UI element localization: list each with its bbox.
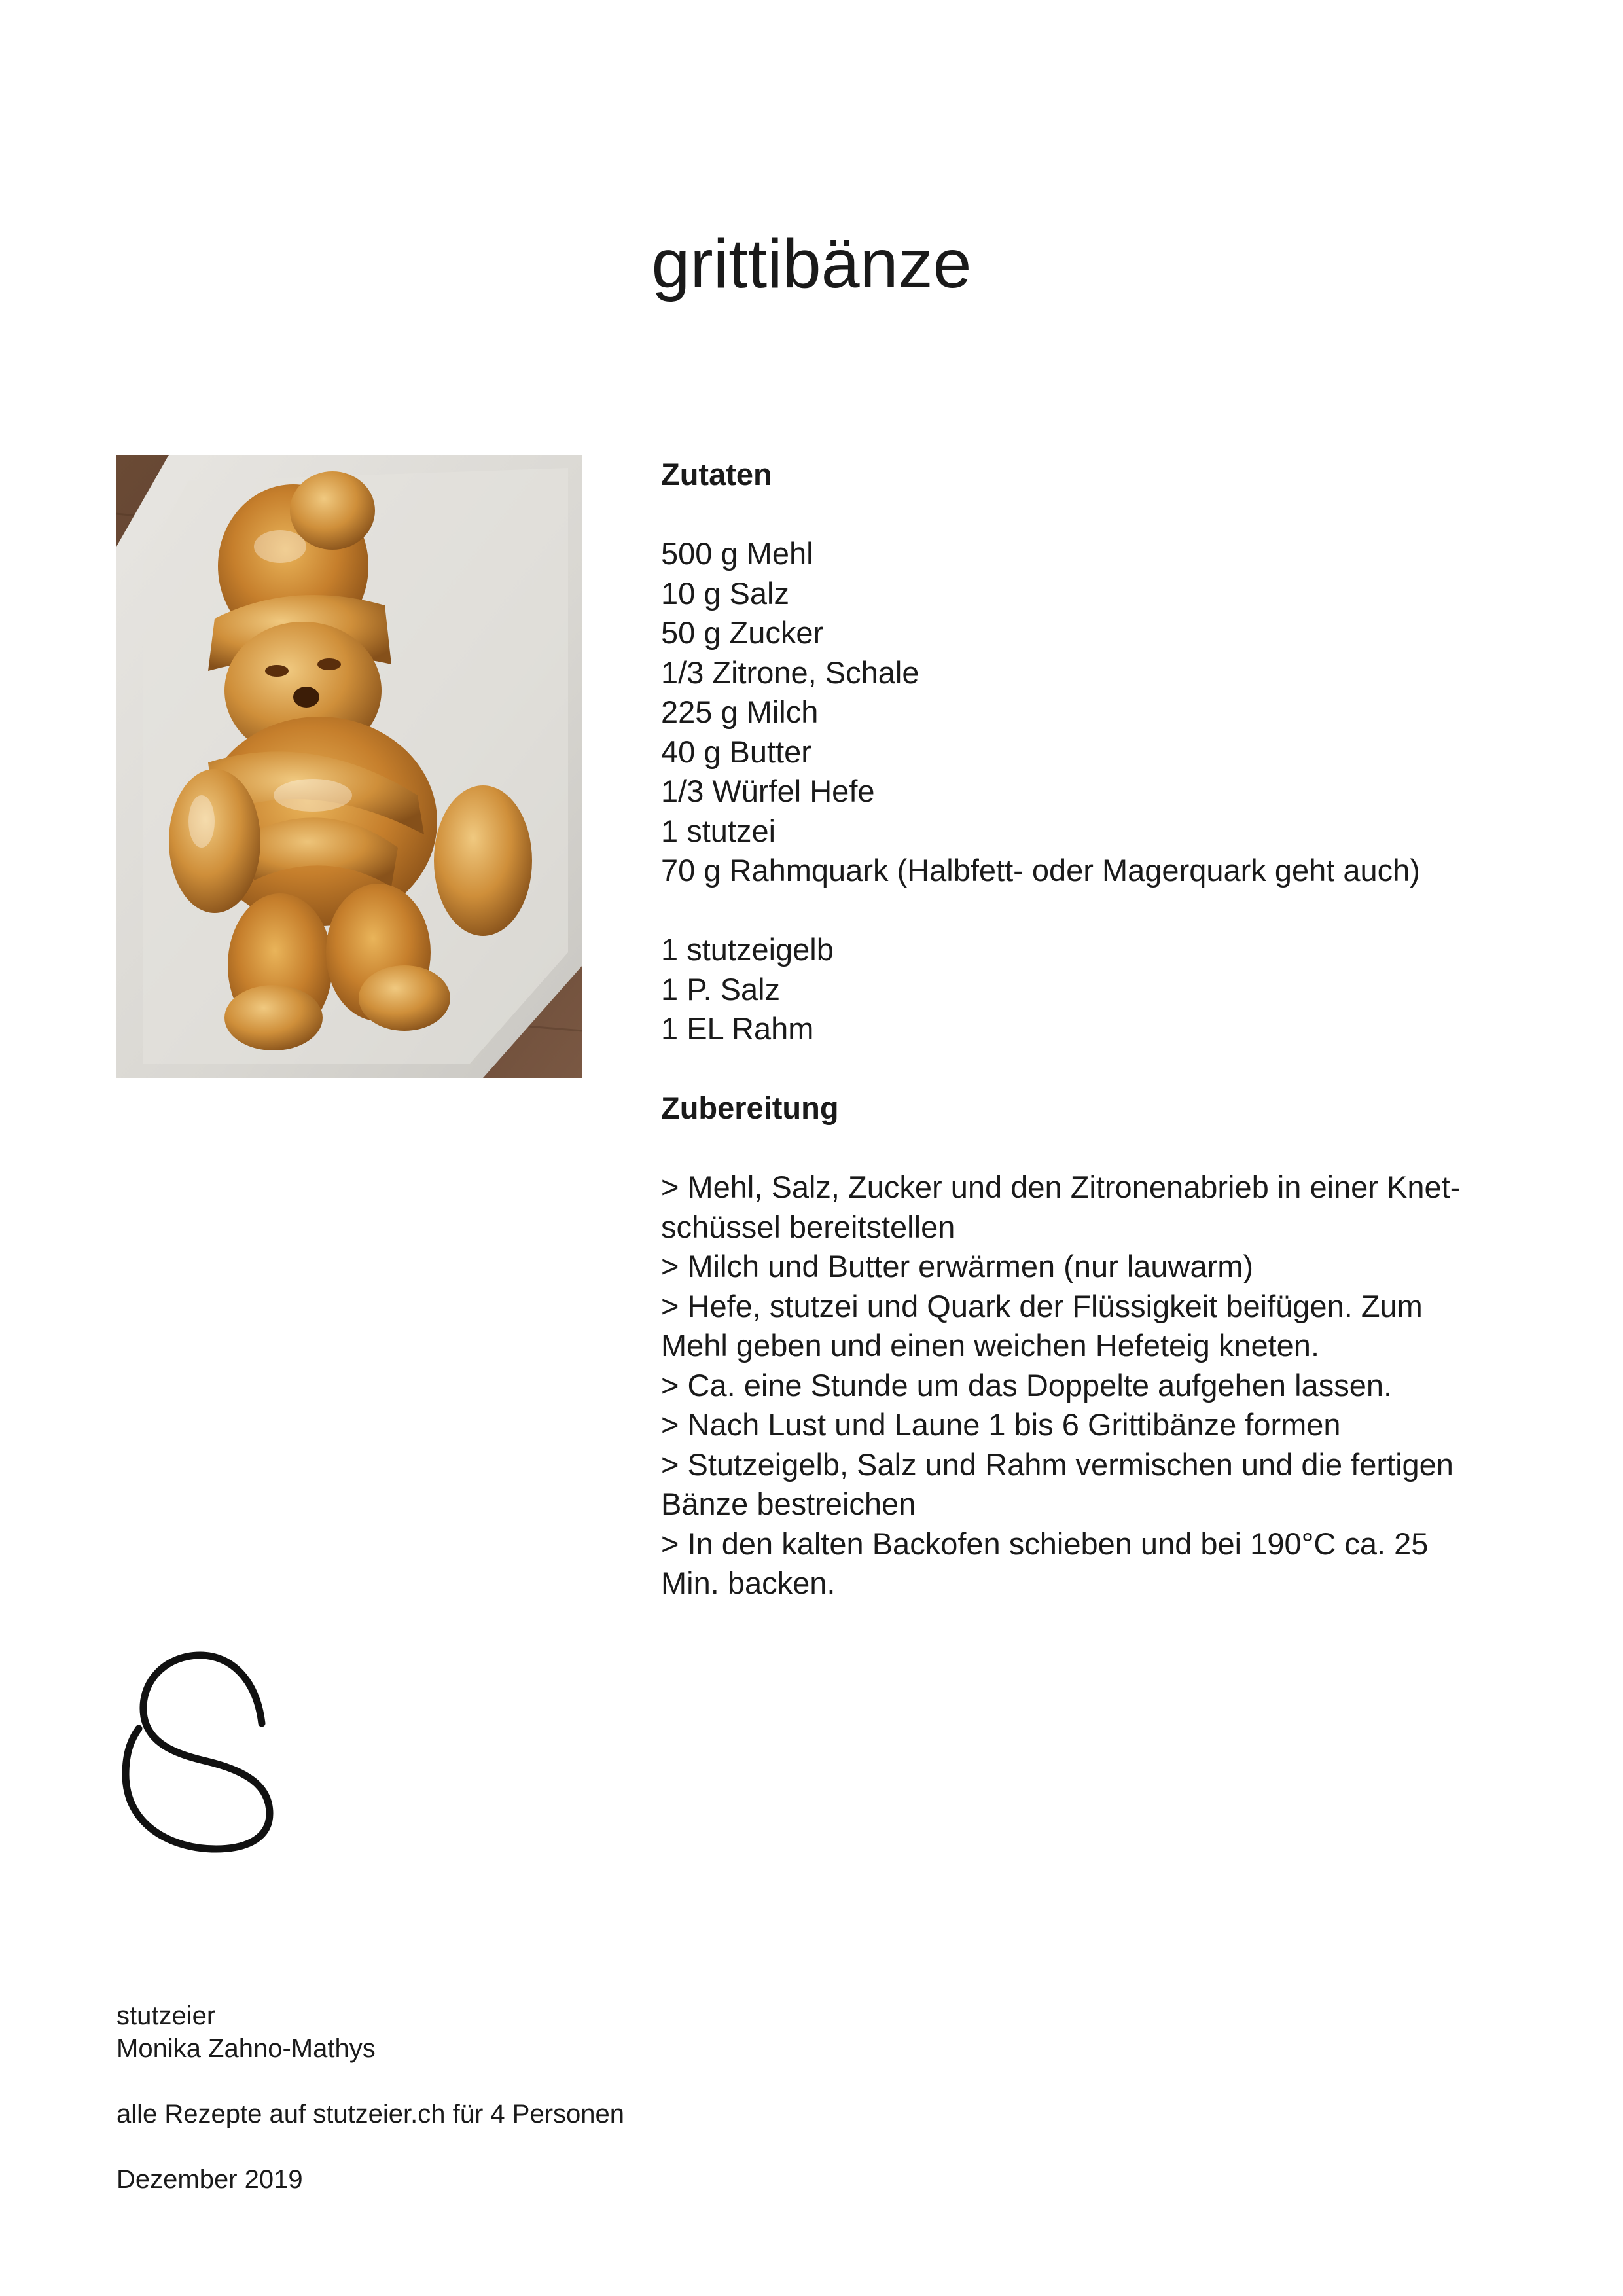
- ingredient-item: 1/3 Zitrone, Schale: [661, 655, 919, 690]
- ingredient-item: 70 g Rahmquark (Halbfett- oder Magerquark geht auch): [661, 853, 1420, 888]
- preparation-line: > In den kalten Backofen schieben und bei 190°C ca. 25: [661, 1526, 1429, 1561]
- ingredient-item: 500 g Mehl: [661, 536, 813, 571]
- grittibaenz-photo: [116, 455, 582, 1078]
- ingredient-item: 10 g Salz: [661, 575, 789, 611]
- ingredient-item: 40 g Butter: [661, 734, 812, 769]
- ingredients-list-glaze: [661, 930, 1512, 1049]
- preparation-line: > Ca. eine Stunde um das Doppelte aufgehen lassen.: [661, 1367, 1393, 1403]
- preparation-line: > Stutzeigelb, Salz und Rahm vermischen und die fertigen: [661, 1446, 1454, 1482]
- footer-date: Dezember 2019: [116, 2165, 303, 2194]
- ingredients-heading: Zutaten: [661, 457, 772, 492]
- preparation-heading: Zubereitung: [661, 1090, 839, 1125]
- preparation-line: > Milch und Butter erwärmen (nur lauwarm): [661, 1249, 1254, 1283]
- ingredient-item: 1 stutzeigelb: [661, 932, 834, 967]
- preparation-line: > Hefe, stutzei und Quark der Flüssigkeit beifügen. Zum: [661, 1288, 1423, 1323]
- ingredient-item: 50 g Zucker: [661, 615, 824, 650]
- ingredient-item: 225 g Milch: [661, 694, 819, 729]
- ingredient-item: 1 P. Salz: [661, 971, 781, 1007]
- ingredient-item: 1 stutzei: [661, 813, 776, 848]
- preparation-line: > Mehl, Salz, Zucker und den Zitronenabrieb in einer Knet-: [661, 1170, 1461, 1204]
- stutzeier-logo-icon: [116, 1646, 280, 1856]
- preparation-line: > Nach Lust und Laune 1 bis 6 Grittibänze formen: [661, 1407, 1341, 1442]
- recipe-content: [661, 455, 1512, 1604]
- preparation-line: schüssel bereitstellen: [661, 1209, 955, 1244]
- preparation-line: Mehl geben und einen weichen Hefeteig kneten.: [661, 1328, 1320, 1363]
- preparation-line: Min. backen.: [661, 1566, 836, 1600]
- stutzeier-logo: [116, 1646, 280, 1856]
- ingredient-item: 1/3 Würfel Hefe: [661, 774, 875, 808]
- preparation-line: Bänze bestreichen: [661, 1486, 916, 1521]
- grittibaenz-bread-photo-icon: [116, 455, 582, 1078]
- preparation-steps: [661, 1168, 1512, 1604]
- footer-author: Monika Zahno-Mathys: [116, 2034, 376, 2063]
- page-title: grittibänze: [651, 225, 972, 302]
- footer-note: alle Rezepte auf stutzeier.ch für 4 Personen: [116, 2100, 625, 2128]
- footer-brand: stutzeier: [116, 2001, 216, 2030]
- ingredient-item: 1 EL Rahm: [661, 1011, 814, 1046]
- footer: [116, 2000, 624, 2196]
- ingredients-list-main: [661, 534, 1512, 891]
